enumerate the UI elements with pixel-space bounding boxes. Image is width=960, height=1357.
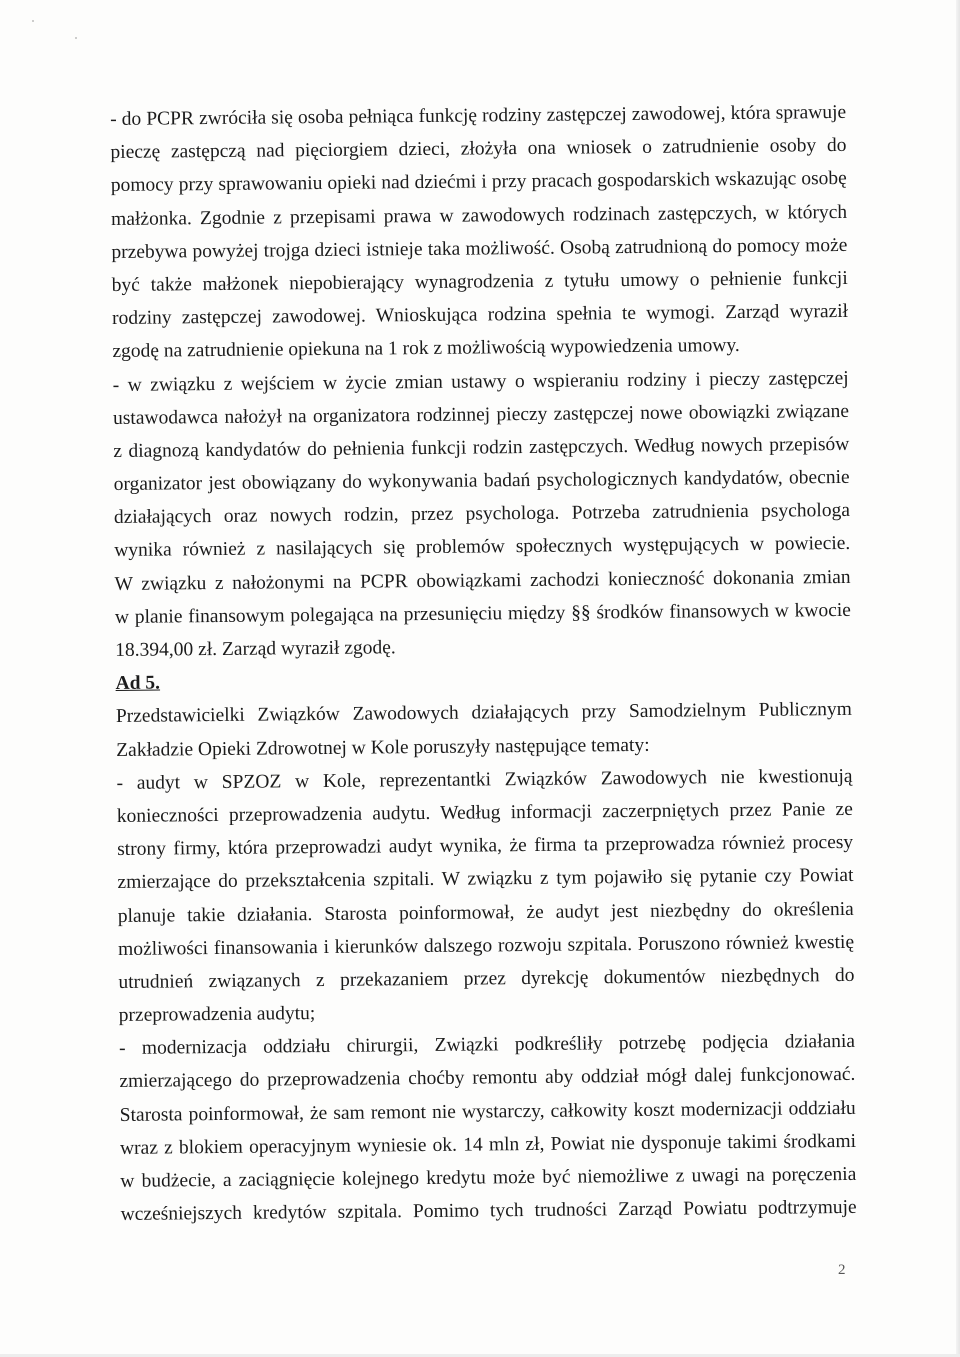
text-line: utrudnień związanych z przekazaniem przez dyrekcję dokumentów niezbędnych do bbox=[118, 964, 855, 993]
text-line: wraz z blokiem operacyjnym wyniesie ok. 14 mln zł, Powiat nie dysponuje takimi środkami bbox=[119, 1130, 857, 1159]
text-line: wcześniejszych kredytów szpitala. Pomimo tych trudności Zarząd Powiatu podtrzymuje bbox=[120, 1197, 857, 1226]
text-line: przebywa powyżej trojga dzieci istnieje taka możliwość. Osobą zatrudnioną do pomocy może bbox=[111, 234, 848, 263]
document-body bbox=[110, 96, 857, 1231]
text-line: być także małżonek niepobierający wynagrodzenia z tytułu umowy o pełnienie funkcji bbox=[111, 267, 848, 296]
text-line: - modernizacja oddziału chirurgii, Związki podkreśliły potrzebę podjęcia działania bbox=[118, 1031, 856, 1060]
text-line: Przedstawicielki Związków Zawodowych działających przy Samodzielnym Publicznym bbox=[115, 699, 852, 728]
text-line: rodziny zastępczej zawodowej. Wnioskująca rodzina spełnia te wymogi. Zarząd wyraził bbox=[111, 301, 849, 330]
text-line: zmierzające do przekształcenia szpitali. W związku z tym pojawiło się pytanie czy Powiat bbox=[117, 865, 854, 894]
scan-edge-shadow bbox=[956, 0, 960, 1357]
scan-speck bbox=[32, 20, 34, 22]
text-line: wynika również z nasilających się problemów społecznych występujących w powiecie. bbox=[114, 533, 851, 562]
scan-speck bbox=[75, 37, 77, 39]
page-number: 2 bbox=[838, 1262, 846, 1278]
text-line: zmierzającego do przeprowadzenia choćby remontu aby oddział mógł dalej funkcjonować. bbox=[119, 1064, 856, 1093]
text-line: możliwości finansowania i kierunków dalszego rozwoju szpitala. Poruszono również kwestię bbox=[118, 931, 855, 960]
text-line: pomocy przy sprawowaniu opieki nad dziećmi i przy pracach gospodarskich wskazując osobę bbox=[110, 168, 847, 197]
text-line: z diagnozą kandydatów do pełnienia funkcji rodzin zastępczych. Według nowych przepisów bbox=[113, 433, 850, 462]
text-line: organizator jest obowiązany do wykonywania badań psychologicznych kandydatów, obecnie bbox=[113, 466, 850, 496]
text-line: W związku z nałożonymi na PCPR obowiązkami zachodzi konieczność dokonania zmian bbox=[114, 566, 851, 595]
text-line: - do PCPR zwróciła się osoba pełniąca funkcję rodziny zastępczej zawodowej, która sprawuje bbox=[110, 101, 847, 130]
text-line: działających oraz nowych rodzin, przez psychologa. Potrzeba zatrudnienia psychologa bbox=[113, 500, 851, 529]
text-line: planuje takie działania. Starosta poinformował, że audyt jest niezbędny do określenia bbox=[117, 898, 854, 927]
text-line: małżonka. Zgodnie z przepisami prawa w zawodowych rodzinach zastępczych, w których bbox=[111, 201, 848, 230]
section-heading: Ad 5. bbox=[115, 672, 161, 695]
text-line: w planie finansowym polegająca na przesunięciu między §§ środków finansowych w kwocie bbox=[114, 599, 852, 628]
text-line: konieczności przeprowadzenia audytu. Według informacji zaczerpniętych przez Panie ze bbox=[116, 798, 853, 827]
text-line: w budżecie, a zaciągnięcie kolejnego kredytu może być niemożliwe z uwagi na poręczenia bbox=[120, 1163, 857, 1192]
text-line: Starosta poinformował, że sam remont nie wystarczy, całkowity koszt modernizacji oddziału bbox=[119, 1097, 856, 1126]
text-line: Zakładzie Opieki Zdrowotnej w Kole poruszyły następujące tematy: bbox=[116, 734, 650, 761]
text-line: pieczę zastępczą nad pięciorgiem dzieci, złożyła ona wniosek o zatrudnienie osoby do bbox=[110, 135, 847, 164]
text-line: 18.394,00 zł. Zarząd wyraził zgodę. bbox=[115, 637, 396, 661]
text-line: strony firmy, która przeprowadzi audyt wynika, że firma ta przeprowadza również procesy bbox=[117, 832, 854, 861]
text-line: - audyt w SPZOZ w Kole, reprezentantki Związków Zawodowych nie kwestionują bbox=[116, 765, 853, 794]
text-line: ustawodawca nałożył na organizatora rodzinnej pieczy zastępczej nowe obowiązki związane bbox=[112, 400, 850, 429]
text-line: zgodę na zatrudnienie opiekuna na 1 rok z możliwością wypowiedzenia umowy. bbox=[112, 335, 740, 363]
text-line: przeprowadzenia audytu; bbox=[118, 1003, 316, 1027]
text-line: - w związku z wejściem w życie zmian ustawy o wspieraniu rodziny i pieczy zastępczej bbox=[112, 367, 849, 396]
